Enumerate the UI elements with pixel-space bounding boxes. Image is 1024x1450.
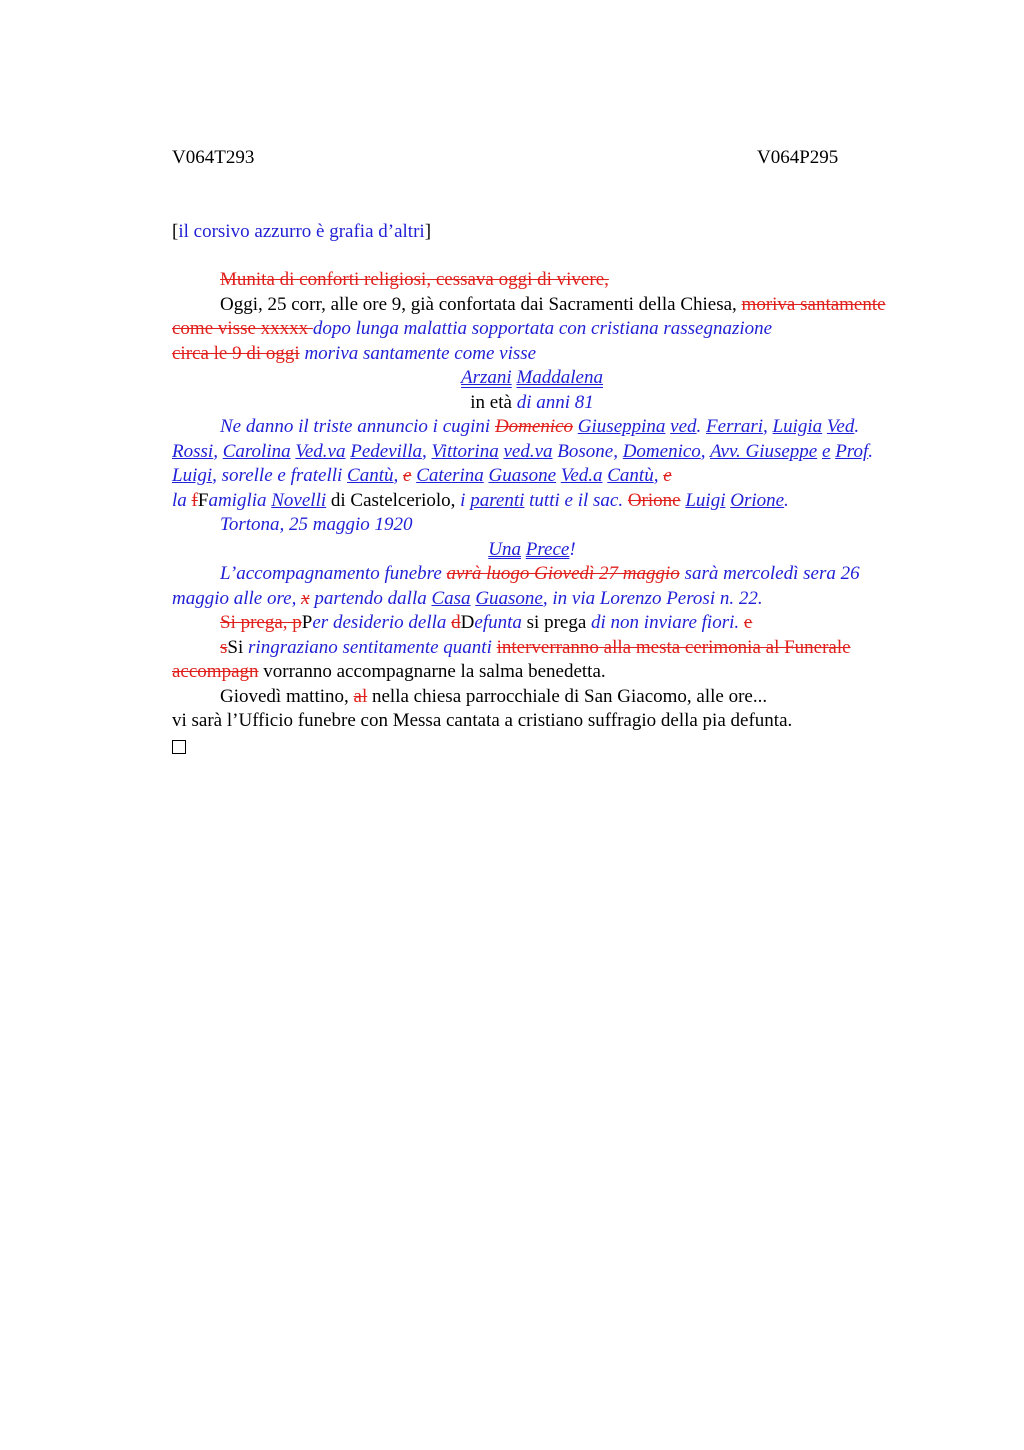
death-announcement (172, 293, 892, 342)
original-text: P (301, 612, 313, 633)
note-text: il corsivo azzurro è grafia d’altri (178, 221, 425, 242)
thanks-paragraph (172, 636, 892, 661)
inserted-text: efunta (474, 612, 522, 633)
mourner-word: Domenico (622, 440, 701, 462)
deleted-text: Munita di conforti religiosi, cessava oggi di vivere, (220, 269, 609, 290)
mourner-word: e (822, 440, 831, 462)
inserted-text: i (460, 489, 471, 511)
deleted-text: Orione (627, 489, 681, 511)
inserted-text: di non inviare fiori. (591, 612, 740, 633)
family-word: parenti (470, 489, 525, 511)
family-word: Luigi (685, 489, 726, 511)
funeral-text: , in via Lorenzo Perosi n. 22. (542, 587, 763, 609)
mourners-paragraph: Ne danno il triste annuncio i cugini Domenico Giuseppina ved. Ferrari, Luigia Ved. Rossi, Carolina Ved.va Pedevilla, Vittorina ved.va Bosone, Domenico, Avv. Giuseppe e Prof. Luigi, sorelle e fratelli Cantù, e Caterina Guasone Ved.a Cantù, e (172, 416, 874, 486)
family-word: Novelli (271, 489, 327, 511)
thanks-continuation (172, 660, 892, 685)
original-text: F (197, 489, 209, 511)
funeral-paragraph (172, 562, 892, 611)
mourner-word: Ferrari (706, 416, 764, 437)
deleted-text: e (663, 465, 672, 486)
mourner-word: Avv. Giuseppe (709, 440, 818, 462)
mass-text: nella chiesa parrocchiale di San Giacomo, alle ore... (367, 685, 768, 707)
age-value: di anni 81 (516, 391, 594, 413)
mass-continuation: vi sarà l’Ufficio funebre con Messa cantata a cristiano suffragio della pia defunta. (172, 710, 793, 731)
mourner-word: Prof (835, 440, 869, 462)
deleted-text: Si prega, p (220, 612, 302, 633)
original-text: vorranno accompagnarne la salma benedetta. (258, 661, 606, 682)
deleted-text: Domenico (494, 416, 574, 437)
obituary-body (172, 268, 892, 761)
age-label: in età (470, 391, 517, 413)
mass-paragraph (172, 685, 892, 710)
header-right-code: V064P295 (757, 147, 839, 168)
deceased-name (172, 366, 892, 391)
mourner-word: ved.va (503, 440, 553, 462)
place-date: Tortona, 25 maggio 1920 (220, 514, 413, 535)
deleted-text: avrà luogo Giovedì 27 maggio (446, 563, 680, 584)
mourner-word: Cantù (347, 465, 394, 486)
note-open-bracket: [ (172, 221, 179, 242)
name-second: Maddalena (516, 367, 603, 388)
mourner-word: Ved.va (295, 440, 346, 462)
mass-text: Giovedì mattino, (220, 685, 354, 707)
funeral-word: Casa (431, 587, 471, 609)
deceased-age (172, 391, 892, 416)
mourner-word: Guasone (488, 465, 557, 486)
mourner-word: Luigia (772, 416, 823, 437)
end-mark (172, 734, 892, 762)
mourner-word: Ved.a (560, 465, 603, 486)
death-time-line (172, 342, 892, 367)
deleted-text: d (451, 612, 461, 633)
mourner-word: Vittorina (431, 440, 499, 462)
original-text: si prega (521, 612, 592, 633)
mourner-word: Caterina (416, 465, 484, 486)
mourners-text: Bosone, (552, 440, 623, 462)
funeral-text: partendo dalla (309, 587, 432, 609)
flowers-paragraph (172, 611, 892, 636)
funeral-word: Guasone (475, 587, 543, 609)
family-word: Orione (730, 489, 785, 511)
family-line: la fFamiglia Novelli di Castelceriolo, i parenti tutti e il sac. Orione Luigi Orione. (172, 489, 789, 511)
mourner-word: Giuseppina (577, 416, 666, 437)
inserted-text: tutti e il sac. (524, 489, 628, 511)
end-square-icon (172, 740, 186, 754)
inserted-text: ringraziano sentitamente quanti (248, 636, 497, 658)
mourners-text: Ne danno il triste annuncio i cugini (220, 416, 495, 437)
funeral-text: L’accompagnamento funebre (220, 563, 447, 584)
original-text: di Castelceriolo, (326, 489, 461, 511)
mourner-word: ved (670, 416, 697, 437)
deleted-text: interverranno alla mesta cerimonia al Funerale (496, 636, 851, 658)
mourner-word: Cantù (607, 465, 654, 486)
header-left-code: V064T293 (172, 147, 255, 168)
original-text: Si (227, 636, 249, 658)
prayer-request: Una Prece! (488, 538, 576, 560)
deleted-text: f (191, 489, 198, 511)
prece-word: Prece (525, 538, 570, 560)
inserted-text: moriva santamente come visse (299, 342, 537, 364)
deleted-text: moriva santamente come visse xxxxx (172, 293, 886, 339)
mourners-text: , sorelle e fratelli (212, 465, 348, 486)
deleted-text: accompagn (172, 661, 259, 682)
announcement-text: Oggi, 25 corr, alle ore 9, già confortata dai Sacramenti della Chiesa, (220, 293, 742, 315)
deleted-text: e (743, 612, 753, 633)
deleted-text: al (353, 685, 368, 707)
inserted-text: er desiderio della (312, 612, 452, 633)
inserted-text: dopo lunga malattia sopportata con cristiana rassegnazione (312, 318, 773, 339)
mourner-word: Luigi (172, 465, 213, 486)
deleted-opening-line (172, 268, 892, 293)
deleted-text: s (220, 636, 228, 658)
note-close-bracket: ] (424, 221, 432, 242)
editorial-note (172, 220, 431, 245)
deleted-text: circa le 9 di oggi (172, 342, 300, 364)
name-first: Arzani (461, 367, 512, 388)
original-text: D (460, 612, 475, 633)
mourner-word: Rossi (172, 440, 214, 462)
prece-word: Una (488, 538, 522, 560)
mourner-word: Pedevilla (350, 440, 422, 462)
mourner-word: Ved (826, 416, 855, 437)
deleted-text: e (403, 465, 412, 486)
mourner-word: Carolina (222, 440, 291, 462)
funeral-text: sarà mercoledì sera 26 maggio alle ore, (172, 563, 860, 609)
deleted-text: x (301, 587, 310, 609)
inserted-text: la (172, 489, 192, 511)
inserted-text: amiglia (208, 489, 272, 511)
